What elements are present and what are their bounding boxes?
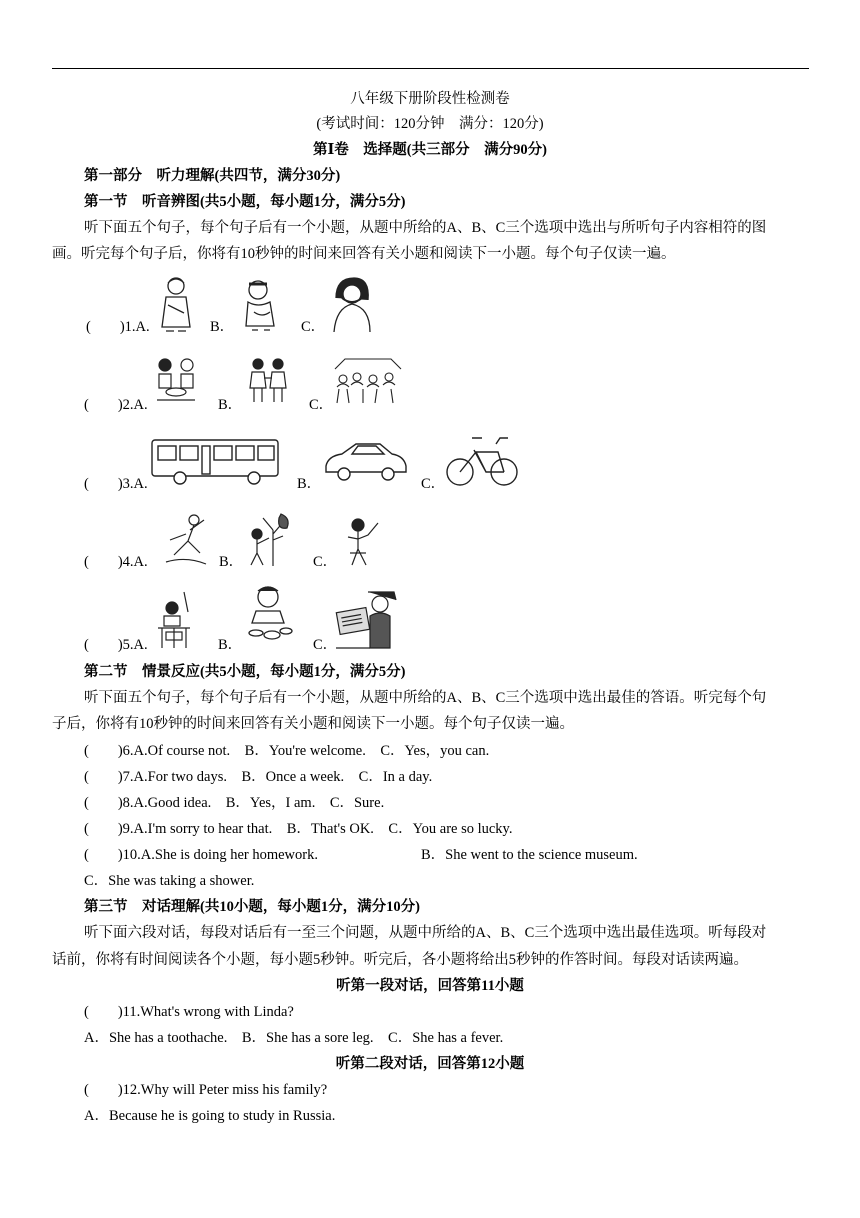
q3-label: ( )3.A. <box>84 476 148 492</box>
q1-option-c: C． <box>301 319 326 335</box>
q3-option-b: B． <box>297 476 322 492</box>
volume-title: 第Ⅰ卷 选择题(共三部分 满分90分) <box>313 142 547 158</box>
q3-picture-b[interactable] <box>322 440 408 484</box>
dialog2-heading: 听第二段对话，回答第12小题 <box>335 1056 525 1072</box>
section2-title: 第二节 情景反应(共5小题，每小题1分，满分5分) <box>84 664 406 680</box>
question-12-option-a: A．Because he is going to study in Russia. <box>84 1108 336 1124</box>
q5-picture-c[interactable] <box>334 586 398 650</box>
q4-picture-b[interactable] <box>243 510 295 568</box>
section3-instructions-2: 话前，你将有时间阅读各个小题，每小题5秒钟。听完后，各小题将给出5秒钟的作答时间。每段对话读两遍。 <box>52 952 748 968</box>
q2-option-c: C． <box>309 397 334 413</box>
section1-instructions-2: 画。听完每个句子后，你将有10秒钟的时间来回答有关小题和阅读下一小题。每个句子仅读一遍。 <box>52 246 676 262</box>
q5-option-c: C． <box>313 637 338 653</box>
question-11: ( )11.What's wrong with Linda? <box>84 1004 294 1020</box>
q1-picture-b[interactable] <box>236 278 288 334</box>
section2-instructions-1: 听下面五个句子，每个句子后有一个小题，从题中所给的A、B、C三个选项中选出最佳的答语。听完每个句 <box>84 690 767 706</box>
section1-title: 第一节 听音辨图(共5小题，每小题1分，满分5分) <box>84 194 406 210</box>
q5-picture-b[interactable] <box>244 585 296 647</box>
question-7: ( )7.A.For two days. B．Once a week. C．In a day. <box>84 769 433 785</box>
question-12: ( )12.Why will Peter miss his family? <box>84 1082 328 1098</box>
question-6: ( )6.A.Of course not. B．You're welcome. C．Yes，you can. <box>84 743 490 759</box>
q4-picture-a[interactable] <box>160 512 212 568</box>
question-10-option-a: ( )10.A.She is doing her homework. <box>84 847 318 863</box>
q1-picture-a[interactable] <box>152 275 200 335</box>
section1-instructions-1: 听下面五个句子，每个句子后有一个小题，从题中所给的A、B、C三个选项中选出与所听句子内容相符的图 <box>84 220 767 236</box>
q4-picture-c[interactable] <box>340 513 386 569</box>
section3-instructions-1: 听下面六段对话，每段对话后有一至三个问题，从题中所给的A、B、C三个选项中选出最佳选项。听每段对 <box>84 925 767 941</box>
question-11-options: A．She has a toothache. B．She has a sore leg. C．She has a fever. <box>84 1030 504 1046</box>
q4-option-b: B． <box>219 554 244 570</box>
paper-title: 八年级下册阶段性检测卷 <box>350 91 510 107</box>
q5-picture-a[interactable] <box>154 590 194 650</box>
q5-label: ( )5.A. <box>84 637 148 653</box>
exam-info: (考试时间：120分钟 满分：120分) <box>316 116 544 132</box>
dialog1-heading: 听第一段对话，回答第11小题 <box>336 978 524 994</box>
q1-option-b: B． <box>210 319 235 335</box>
q1-label: ( )1.A. <box>86 319 150 335</box>
q2-picture-a[interactable] <box>153 356 199 404</box>
question-8: ( )8.A.Good idea. B．Yes，I am. C．Sure. <box>84 795 385 811</box>
q2-label: ( )2.A. <box>84 397 148 413</box>
q3-picture-a[interactable] <box>150 436 282 486</box>
section2-instructions-2: 子后，你将有10秒钟的时间来回答有关小题和阅读下一小题。每个句子仅读一遍。 <box>52 716 574 732</box>
q3-picture-c[interactable] <box>444 434 520 488</box>
section3-title: 第三节 对话理解(共10小题，每小题1分，满分10分) <box>84 899 420 915</box>
question-10-option-c: C．She was taking a shower. <box>84 873 255 889</box>
q5-option-b: B． <box>218 637 243 653</box>
q2-option-b: B． <box>218 397 243 413</box>
q2-picture-c[interactable] <box>333 355 403 407</box>
q3-option-c: C． <box>421 476 446 492</box>
q4-label: ( )4.A. <box>84 554 148 570</box>
q4-option-c: C． <box>313 554 338 570</box>
question-9: ( )9.A.I'm sorry to hear that. B．That's OK. C．You are so lucky. <box>84 821 513 837</box>
q2-picture-b[interactable] <box>244 356 292 406</box>
question-10-option-b: B．She went to the science museum. <box>421 847 638 863</box>
header-rule <box>52 68 809 69</box>
q1-picture-c[interactable] <box>326 274 376 334</box>
part1-title: 第一部分 听力理解(共四节，满分30分) <box>84 168 341 184</box>
